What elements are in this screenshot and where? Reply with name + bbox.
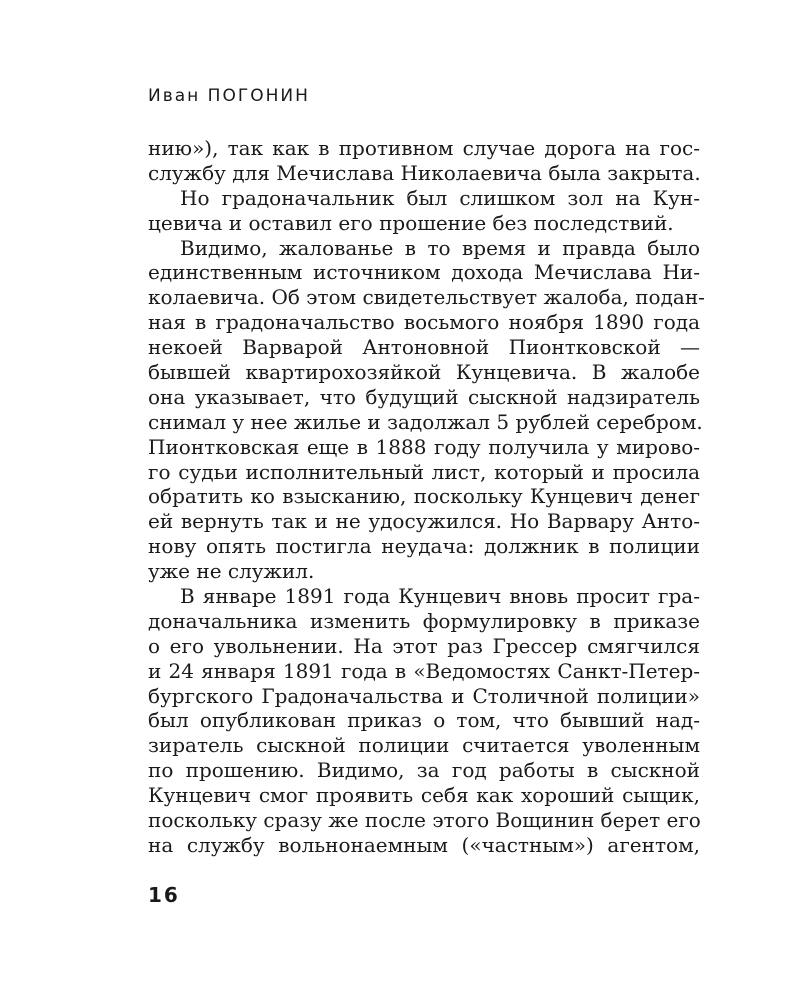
text-line: Пионтковская еще в 1888 году получила у мирово-	[148, 434, 700, 459]
text-line: Видимо, жалованье в то время и правда было	[180, 235, 700, 260]
text-line: снимал у нее жилье и задолжал 5 рублей серебром.	[148, 409, 703, 434]
text-line: был опубликован приказ о том, что бывший над-	[148, 708, 700, 733]
text-line: цевича и оставил его прошение без последствий.	[148, 210, 674, 235]
text-line: нову опять постигла неудача: должник в полиции	[148, 534, 700, 559]
text-line: и 24 января 1891 года в «Ведомостях Санкт-Петер-	[148, 658, 700, 683]
text-line: некоей Варварой Антоновной Пионтковской —	[148, 335, 700, 360]
text-line: единственным источником дохода Мечислава Ни-	[148, 260, 700, 285]
text-line: ная в градоначальство восьмого ноября 1890 года	[148, 310, 700, 335]
text-line: о его увольнении. На этот раз Грессер смягчился	[148, 633, 700, 658]
text-line: Кунцевич смог проявить себя как хороший сыщик,	[148, 783, 700, 808]
text-line: го судьи исполнительный лист, который и просила	[148, 459, 700, 484]
page-number: 16	[148, 883, 180, 907]
text-line: поскольку сразу же после этого Вощинин берет его	[148, 808, 701, 833]
text-line: бургского Градоначальства и Столичной полиции»	[148, 683, 700, 708]
text-line: Но градоначальник был слишком зол на Кун-	[180, 185, 700, 210]
text-line: нию»), так как в противном случае дорога на гос-	[148, 136, 700, 160]
text-line: зиратель сыскной полиции считается уволенным	[148, 733, 700, 758]
text-line: на службу вольнонаемным («частным») агентом,	[148, 832, 700, 857]
text-line: службу для Мечислава Николаевича была закрыта.	[148, 160, 701, 185]
text-line: В январе 1891 года Кунцевич вновь просит гра-	[180, 584, 700, 609]
text-line: обратить ко взысканию, поскольку Кунцевич денег	[148, 484, 700, 509]
text-line: доначальника изменить формулировку в приказе	[148, 608, 700, 633]
text-line: колаевича. Об этом свидетельствует жалоба, подан-	[148, 285, 705, 310]
text-line: она указывает, что будущий сыскной надзиратель	[148, 384, 700, 409]
text-line: уже не служил.	[148, 559, 315, 584]
text-line: ей вернуть так и не удосужился. Но Варвару Анто-	[148, 509, 700, 534]
text-line: по прошению. Видимо, за год работы в сыскной	[148, 758, 700, 783]
running-head: Иван ПОГОНИН	[148, 86, 310, 106]
text-line: бывшей квартирохозяйкой Кунцевича. В жалобе	[148, 360, 700, 385]
page-body	[148, 136, 705, 858]
